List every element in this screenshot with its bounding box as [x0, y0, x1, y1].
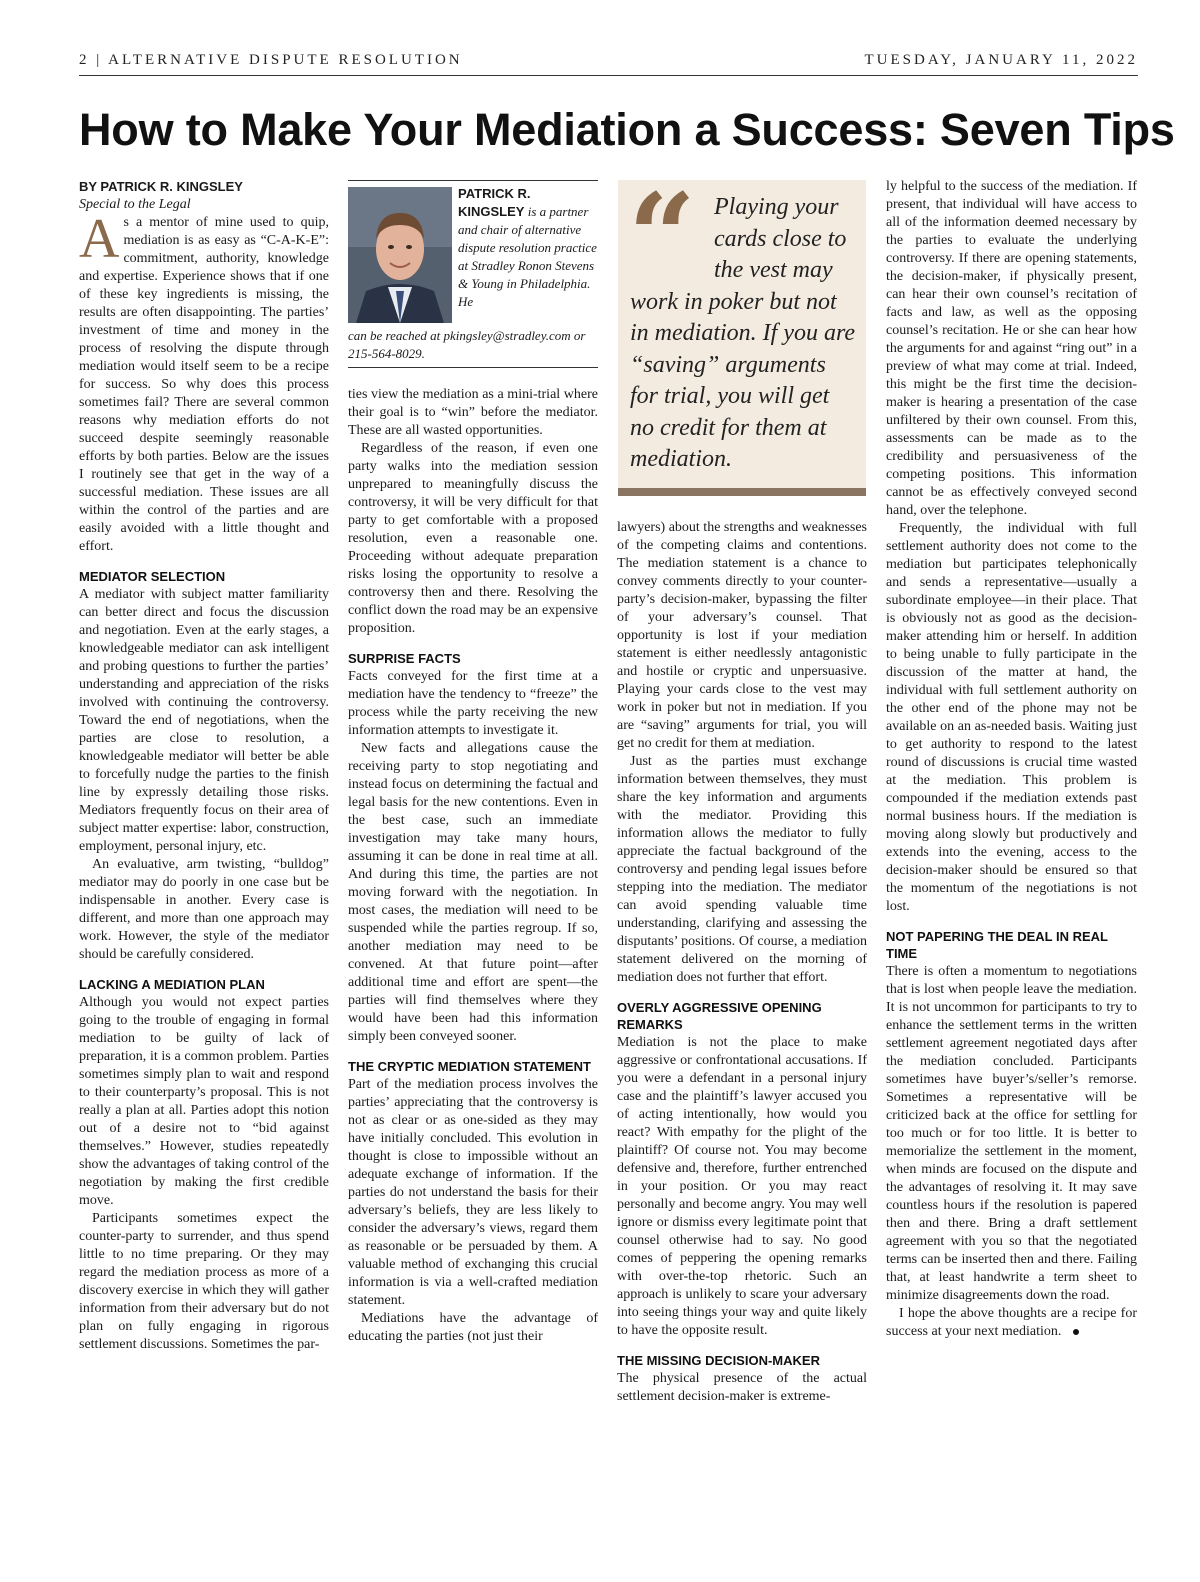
section-heading: SURPRISE FACTS — [348, 651, 461, 666]
body-paragraph: Just as the parties must exchange information between themselves, they must share the key information and arguments with the mediator. Providing this information allows the mediator to fully appreciate the factual background of the controversy and pending legal issues before stepping into the mediation. The mediator can avoid spending valuable time understanding, clarifying and assessing the disputants’ positions. Of course, a mediation statement delivered on the morning of mediation does not further that effort. — [617, 754, 867, 985]
pull-quote-text — [630, 192, 856, 476]
body-paragraph: ties view the mediation as a mini-trial where their goal is to “win” before the mediator. These are all wasted opportunities. — [348, 387, 598, 438]
column-4 — [886, 178, 1137, 1341]
drop-cap: A — [79, 208, 120, 270]
end-mark-icon — [1073, 1329, 1079, 1335]
page-section-label: 2 | ALTERNATIVE DISPUTE RESOLUTION — [79, 52, 463, 68]
bio-text-block — [458, 185, 598, 311]
pull-quote-lead: Playing your cards close to the vest may — [714, 194, 847, 283]
intro-paragraph — [79, 208, 329, 556]
column-3 — [617, 519, 867, 1406]
quote-mark-icon: “ — [628, 167, 696, 306]
article-title: How to Make Your Mediation a Success: Seven Tips — [79, 104, 1175, 155]
body-paragraph: Mediations have the advantage of educating the parties (not just their — [348, 1311, 598, 1344]
byline: BY PATRICK R. KINGSLEY — [79, 179, 243, 194]
author-description: is a partner and chair of alternative dispute resolution practice at Stradley Ronon Stevens & Young in Philadelphia. He — [458, 204, 597, 309]
issue-date: TUESDAY, JANUARY 11, 2022 — [864, 52, 1138, 68]
column-2 — [348, 386, 598, 1346]
body-paragraph: Participants sometimes expect the counter-party to surrender, and thus spend little to no time preparing. Or they may regard the mediation process as more of a discovery exercise in which they will gather information from their adversary but do not plan on fully engaging in rigorous settlement discussions. Sometimes the par- — [79, 1211, 329, 1352]
body-paragraph: Facts conveyed for the first time at a mediation have the tendency to “freeze” the process while the party receiving the new information attempts to investigate it. — [348, 669, 598, 738]
pull-quote-rest: work in poker but not in mediation. If you are “saving” arguments for trial, you will get no credit for them at mediation. — [630, 288, 856, 472]
pull-quote — [618, 167, 866, 496]
body-paragraph: Although you would not expect parties going to the trouble of engaging in formal mediation to be guilty of lack of preparation, it is a common problem. Parties sometimes simply plan to wait and respond to their counterparty’s proposal. This is not really a plan at all. Parties adopt this notion out of a desire not to “bid against themselves.” However, studies repeatedly show the advantages of taking control of the negotiation by making the first credible move. — [79, 995, 329, 1208]
author-bio-box — [348, 180, 598, 368]
intro-text: s a mentor of mine used to quip, mediation is as easy as “C-A-K-E”: commitment, authority, knowledge and expertise. Experience shows that if one of these key ingredients is missing, the results are often disappointing. The parties’ investment of time and money in the process of resolving the dispute through mediation would itself seem to be a recipe for success. So why does this process sometimes fail? There are several common reasons why mediation efforts do not succeed despite seemingly reasonable efforts by both parties. Below are the issues I routinely see that get in the way of a successful mediation. These issues are all within the control of the parties and are easily avoided with a little thought and effort. — [79, 215, 329, 554]
body-paragraph: The physical presence of the actual settlement decision-maker is extreme- — [617, 1371, 867, 1404]
column-1 — [79, 178, 329, 1354]
body-paragraph: An evaluative, arm twisting, “bulldog” mediator may do poorly in one case but be indispensable in another. Every case is different, and more than one approach may work. However, the style of the mediator should be carefully considered. — [79, 857, 329, 962]
body-paragraph: New facts and allegations cause the receiving party to stop negotiating and instead focus on determining the factual and legal basis for the new contentions. Even in the best case, such an immediate investigation may take many hours, assuming it can be done in real time at all. And during this time, the parties are not moving forward with the negotiation. In most cases, the mediation will need to be suspended while the parties regroup. If so, another mediation may need to be convened. At that future point—after additional time and effort are spent—the parties will find themselves where they would have been had this information simply been conveyed sooner. — [348, 741, 598, 1044]
section-heading: LACKING A MEDIATION PLAN — [79, 977, 265, 992]
author-name: PATRICK R. KINGSLEY — [458, 186, 531, 219]
section-heading: MEDIATOR SELECTION — [79, 569, 226, 584]
body-paragraph: ly helpful to the success of the mediation. If present, that individual will have access to all of the information deemed necessary by the parties to evaluate the underlying controversy. If there are opening statements, the decision-maker, if physically present, can hear their own counsel’s recitation of facts and law, as well as the opposing counsel’s recitation. He or she can hear how the arguments for and against “ring out” in a preview of what may come at trial. Indeed, this might be the first time the decision-maker is hearing a presentation of the case unfiltered by their own counsel. From this, assessments can be made as to the credibility and persuasiveness of the competing positions. This information cannot be as effectively conveyed second hand, over the telephone. — [886, 179, 1137, 518]
author-contact: can be reached at pkingsley@stradley.com or 215-564-8029. — [348, 328, 586, 361]
author-photo — [348, 187, 452, 323]
header-rule — [79, 75, 1138, 76]
body-paragraph: Regardless of the reason, if even one party walks into the mediation session unprepared to meaningfully discuss the controversy, it will be very difficult for that party to get comfortable with a proposed resolution, even a reasonable one. Proceeding without adequate preparation risks losing the opportunity to resolve a controversy then and there. Resolving the conflict down the road may be an expensive proposition. — [348, 441, 598, 636]
section-heading: OVERLY AGGRESSIVE OPENING REMARKS — [617, 1000, 822, 1032]
body-paragraph: Frequently, the individual with full settlement authority does not come to the mediation but participates telephonically and sends a representative—usually a subordinate employee—in their place. That is obviously not as good as the decision-maker attending him or herself. In addition to being unable to fully participate in the discussion of the matter at hand, the individual with full settlement authority on the other end of the phone may not be available on an as-needed basis. Waiting just to get authority to respond to the latest round of discussions is crucial time wasted at the mediation. This problem is compounded if the mediation extends past normal business hours. If the mediation is moving along slowly but productively and extends into the evening, access to the decision-maker should be ensured so that the momentum of the negotiations is not lost. — [886, 521, 1137, 914]
section-heading: NOT PAPERING THE DEAL IN REAL TIME — [886, 929, 1108, 961]
body-paragraph: There is often a momentum to negotiations that is lost when people leave the mediation. It is not uncommon for participants to try to enhance the settlement terms in the written settlement agreement negotiated days after the mediation concluded. Participants sometimes have buyer’s/seller’s remorse. Sometimes a representative will be criticized back at the office for settling for too much or for too little. It is better to memorialize the settlement in the moment, when minds are focused on the dispute and the advantages of resolving it. It may save countless hours if the resolution is papered then and there. Bring a draft settlement agreement with you so that the negotiated terms can be inserted then and there. Failing that, at least handwrite a term sheet to minimize disagreements down the road. — [886, 964, 1137, 1303]
closing-text: I hope the above thoughts are a recipe for success at your next mediation. — [886, 1306, 1137, 1339]
section-heading: THE CRYPTIC MEDIATION STATEMENT — [348, 1059, 591, 1074]
section-heading: THE MISSING DECISION-MAKER — [617, 1353, 820, 1368]
body-paragraph: Part of the mediation process involves the parties’ appreciating that the controversy is not as clear or as one-sided as they may have initially concluded. This evolution in thought is close to impossible without an adequate exchange of information. If the parties do not understand the basis for their adversary’s beliefs, they are less likely to consider the adversary’s views, regard them as reasonable or be persuaded by them. A valuable method of exchanging this crucial information is via a well-crafted mediation statement. — [348, 1077, 598, 1308]
body-paragraph: lawyers) about the strengths and weaknesses of the competing claims and contentions. The mediation statement is a chance to convey comments directly to your counter-party’s decision-maker, bypassing the filter of your adversary’s counsel. That opportunity is lost if your mediation statement is either needlessly antagonistic and hostile or cryptic and unpersuasive. Playing your cards close to the vest may work in poker but not in mediation. If you are “saving” arguments for trial, you will get no credit for them at mediation. — [617, 520, 867, 751]
running-header — [79, 52, 1138, 74]
closing-paragraph — [886, 1305, 1137, 1341]
body-paragraph: Mediation is not the place to make aggressive or confrontational accusations. If you were a defendant in a personal injury case and the plaintiff’s lawyer accused you of acting intentionally, how would you react? With empathy for the plight of the plaintiff? Of course not. You may become defensive and, therefore, further entrenched in your position. Or you may react personally and become angry. You may well ignore or dismiss every legitimate point that counsel otherwise had to say. No good comes of peppering the opening remarks with over-the-top rhetoric. Such an approach is unlikely to scare your adversary into seeing things your way and quite likely to have the opposite result. — [617, 1035, 867, 1338]
author-portrait-image — [348, 187, 452, 323]
body-paragraph: A mediator with subject matter familiarity can better direct and focus the discussion and negotiation. Even at the early stages, a knowledgeable mediator can ask intelligent and probing questions to further the parties’ understanding and appreciation of the risks involved with continuing the controversy. Toward the end of negotiations, when the parties are close to resolution, a knowledgeable mediator will better be able to forcefully nudge the parties to the finish line by expressly detailing those risks. Mediators frequently focus on their area of subject matter expertise: labor, construction, employment, personal injury, etc. — [79, 587, 329, 854]
byline-subtitle: Special to the Legal — [79, 197, 191, 212]
